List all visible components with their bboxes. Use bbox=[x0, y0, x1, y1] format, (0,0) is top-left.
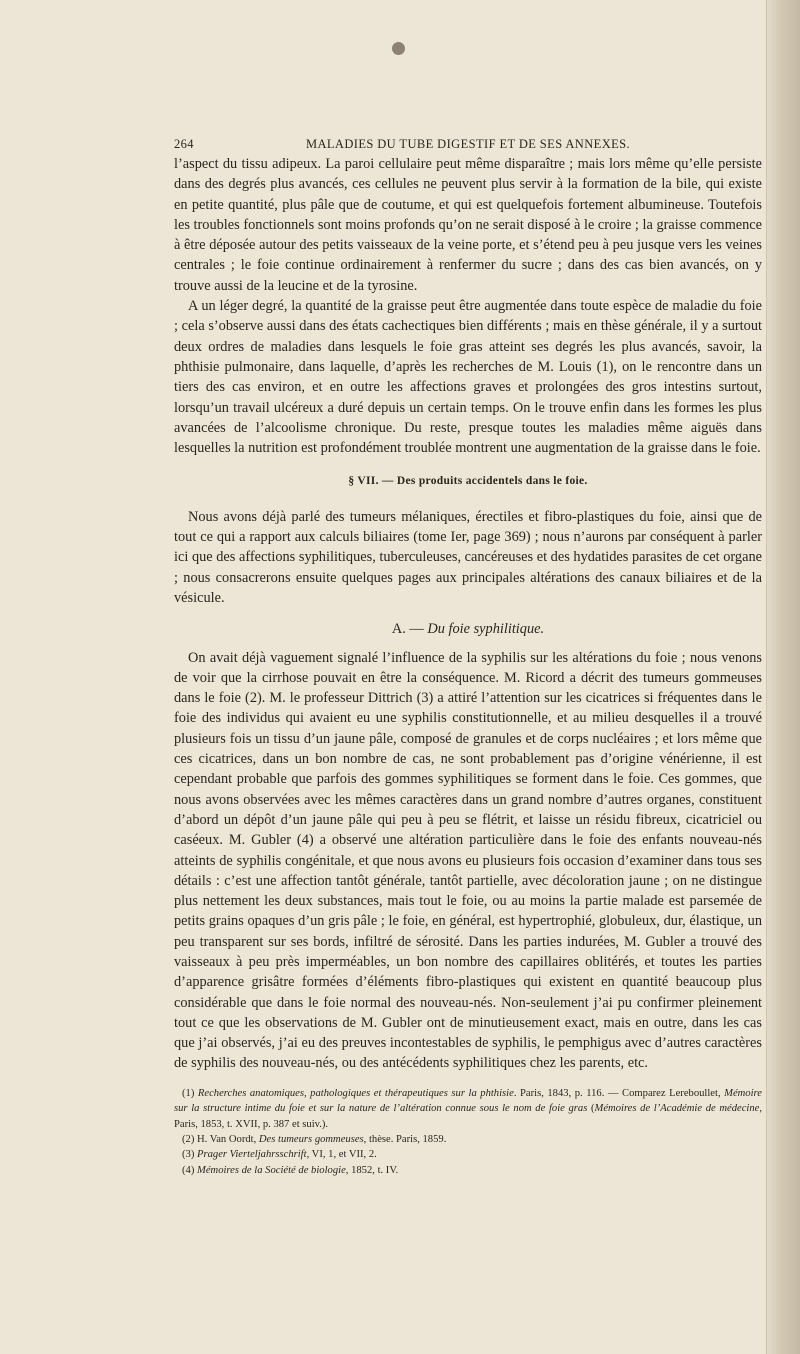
footnote-title: Recherches anatomiques, pathologiques et thérapeutiques sur la phthisie bbox=[197, 1087, 514, 1099]
subheading bbox=[174, 619, 762, 639]
footnote-text: , Paris, 1853, t. XVII, p. 387 et suiv.). bbox=[174, 1103, 762, 1130]
footnote-text: , thèse. Paris, 1859. bbox=[363, 1133, 447, 1145]
page-number: 264 bbox=[174, 137, 194, 151]
footnote-title: Prager Vierteljahrsschrift bbox=[197, 1149, 307, 1161]
footnote-text: , 1852, t. IV. bbox=[345, 1164, 399, 1176]
section-intro: Nous avons déjà parlé des tumeurs mélaniques, érectiles et fibro-plastiques du foie, ainsi que de tout ce qui a rapport aux calculs biliaires (tome Ier, page 369) ; nous n’aurons par conséquent à parler ici que des affections syphilitiques, tuberculeuses, cancéreuses et des hydatides parasites de cet organe ; nous consacrerons ensuite quelques pages aux principales altérations des canaux biliaires et de la vésicule. bbox=[174, 508, 762, 606]
running-head bbox=[174, 134, 762, 152]
footnote-marker: (1) bbox=[182, 1087, 198, 1099]
footnote-text: ( bbox=[587, 1103, 595, 1115]
footnote-title: Des tumeurs gommeuses bbox=[258, 1133, 364, 1145]
footnote-3 bbox=[174, 1147, 762, 1162]
footnote-title: Mémoires de l’Académie de médecine bbox=[594, 1103, 760, 1115]
footnote-title: Mémoire sur la structure intime du foie et sur la nature de l’altération connue sous le nom de foie gras bbox=[174, 1087, 762, 1115]
page-body bbox=[174, 134, 762, 1178]
subheading-title: Du foie syphilitique. bbox=[427, 621, 545, 638]
subsection-paragraph: On avait déjà vaguement signalé l’influence de la syphilis sur les altérations du foie ; nous venons de voir que la cirrhose pouvait en être la conséquence. M. Ricord a décrit des tumeurs gommeuses dans le foie (2). M. le professeur Dittrich (3) a attiré l’attention sur les cicatrices si fréquentes dans le foie des individus qui avaient eu une syphilis constitutionnelle, et au milieu desquelles il a trouvé plusieurs fois un tissu d’un jaune pâle, composé de granules et de corps nucléaires ; et lors même que ces cicatrices, dans un bon nombre de cas, ne sont probablement pas d’origine vénérienne, il est cependant probable que parfois des gommes syphilitiques se forment dans le foie. Ces gommes, que nous avons observées avec les mêmes caractères dans un grand nombre d’autres organes, constituent d’abord un dépôt d’un jaune pâle qui peu à peu se flétrit, et laisse un résidu fibreux, cicatriciel ou caséeux. M. Gubler (4) a observé une altération particulière dans le foie des enfants nouveau-nés atteints de syphilis congénitale, et que nous avons eu plusieurs fois occasion d’examiner dans tous ses détails : c’est une affection tantôt générale, tantôt partielle, avec décoloration jaune ; on ne distingue plus nettement les deux substances, mais tout le foie, ou au moins la partie malade est parsemée de petits grains opaques d’un gris pâle ; le foie, en général, est hypertrophié, globuleux, dur, élastique, un peu transparent sur ses bords, infiltré de sérosité. Dans les parties indurées, M. Gubler a trouvé des vaisseaux à peu près imperméables, un bon nombre des capillaires oblitérés, et toutes les parties d’apparence grisâtre formées d’éléments fibro-plastiques qui existent en quantité beaucoup plus considérable que dans le foie normal des nouveau-nés. Non-seulement j’ai pu confirmer pleinement tout ce que les observations de M. Gubler ont de minutieusement exact, mais en outre, dans les cas que j’ai observés, j’ai eu des preuves incontestables de syphilis, le pemphigus avec d’autres caractères de syphilis des nouveau-nés, ou des antécédents syphilitiques chez les parents, etc. bbox=[174, 649, 762, 1072]
paragraph-1: l’aspect du tissu adipeux. La paroi cellulaire peut même disparaître ; mais lors même qu’elle persiste dans des degrés plus avancés, ces cellules ne peuvent plus servir à la formation de la bile, qui existe en petite quantité, plus pâle que de coutume, et qui est quelquefois fortement albumineuse. Toutefois les troubles fonctionnels sont moins profonds qu’on ne serait disposé à le croire ; la graisse commence à être déposée autour des petits vaisseaux de la veine porte, et s’étend peu à peu jusque vers les veines centrales ; le foie continue ordinairement à renfermer du sucre ; dans des cas bien avancés, on y trouve aussi de la leucine et de la tyrosine. bbox=[174, 156, 762, 294]
ink-spot bbox=[392, 42, 405, 55]
subheading-label: A. — bbox=[391, 621, 428, 638]
footnote-text: , VI, 1, et VII, 2. bbox=[306, 1149, 377, 1161]
footnote-text: . Paris, 1843, p. 116. — Comparez Lereboullet, bbox=[513, 1087, 725, 1099]
section-heading: § VII. — Des produits accidentels dans le foie. bbox=[348, 475, 588, 488]
paragraph-2: A un léger degré, la quantité de la graisse peut être augmentée dans toute espèce de maladie du foie ; cela s’observe aussi dans des états cachectiques bien différents ; mais en thèse générale, il y a surtout deux ordres de maladies dans lesquels le foie gras atteint ses degrés les plus avancés, savoir, la phthisie pulmonaire, dans laquelle, d’après les recherches de M. Louis (1), on le rencontre dans un tiers des cas environ, et en outre les affections graves et prolongées des gros intestins surtout, lorsqu’un travail ulcéreux a duré depuis un certain temps. On le trouve enfin dans les formes les plus avancées de l’alcoolisme chronique. Du reste, presque toutes les maladies même aiguës dans lesquelles la nutrition est profondément troublée montrent une augmentation de la graisse dans le foie. bbox=[174, 298, 762, 457]
footnotes bbox=[174, 1086, 762, 1178]
page-edge bbox=[766, 0, 800, 1354]
footnote-1 bbox=[174, 1086, 762, 1132]
footnote-text: (2) H. Van Oordt, bbox=[182, 1133, 259, 1145]
running-title: MALADIES DU TUBE DIGESTIF ET DE SES ANNEXES. bbox=[305, 137, 631, 151]
footnote-2 bbox=[174, 1132, 762, 1147]
footnote-title: Mémoires de la Société de biologie bbox=[197, 1164, 346, 1176]
footnote-marker: (4) bbox=[182, 1164, 198, 1176]
footnote-4 bbox=[174, 1163, 762, 1178]
footnote-marker: (3) bbox=[182, 1149, 198, 1161]
